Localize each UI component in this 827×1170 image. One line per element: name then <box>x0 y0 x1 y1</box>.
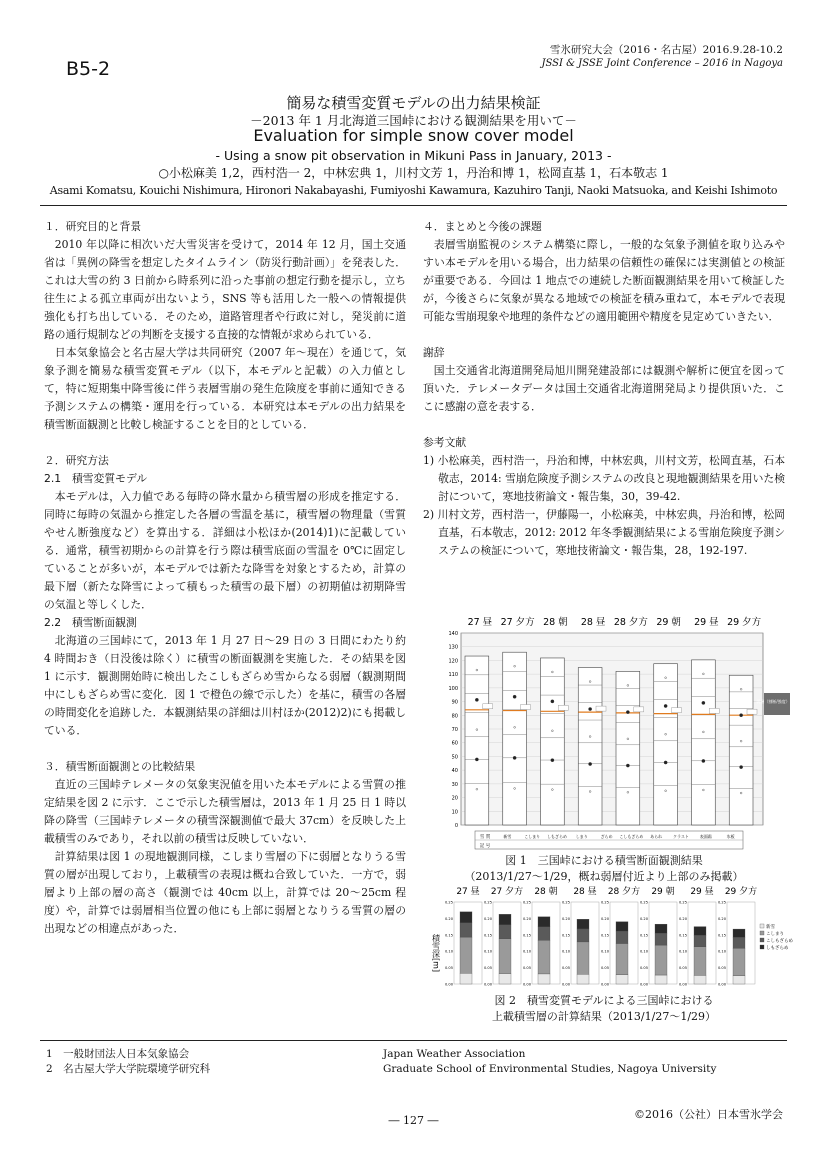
figure-1-grain-symbol <box>626 711 629 714</box>
figure-2-legend-swatch <box>760 945 764 949</box>
paper-subtitle-en: - Using a snow pit observation in Mikuni Pass in January, 2013 - <box>215 148 612 163</box>
header-rule <box>40 205 787 206</box>
figure-2-bar-segment <box>655 945 667 975</box>
figure-2-time-label: 28 夕方 <box>607 887 641 897</box>
figure-1-y-tick: 40 <box>451 768 458 775</box>
figure-2-y-tick: 0.20 <box>561 916 570 921</box>
conference-name-ja: 雪氷研究大会（2016・名古屋）2016.9.28-10.2 <box>549 44 783 56</box>
figure-2-bar-segment <box>694 975 706 984</box>
figure-2-y-tick: 0.00 <box>522 982 531 987</box>
figure-2-y-tick: 0.10 <box>444 949 453 954</box>
figure-2-y-tick: 0.00 <box>717 982 726 987</box>
figure-1-legend-item: こしまり <box>524 834 541 839</box>
figure-2-legend-label: しもざらめ <box>766 946 789 951</box>
figure-2-legend-label: こしもざらめ <box>766 939 793 944</box>
figure-1-time-label: 27 夕方 <box>500 617 535 628</box>
paper-title-ja: 簡易な積雪変質モデルの出力結果検証 <box>286 94 541 112</box>
conference-name-en: JSSI & JSSE Joint Conference – 2016 in Nagoya <box>541 58 783 69</box>
figure-1-y-tick: 70 <box>451 727 458 733</box>
figure-1-grain-symbol <box>664 704 667 707</box>
figure-2-y-tick: 0.15 <box>639 933 648 938</box>
page-number: ― 127 ― <box>388 1114 439 1127</box>
figure-2-y-tick: 0.00 <box>678 982 687 987</box>
figure-2-graphic <box>430 884 793 994</box>
figure-1-pit-column <box>729 675 753 825</box>
paragraph: 国土交通省北海道開発局旭川開発建設部には観測や解析に便宜を図って頂いた．テレメータデータは国土交通省北海道開発局より提供頂いた．ここに感謝の意を表する． <box>423 364 785 413</box>
figure-2-bar-segment <box>538 940 550 974</box>
figure-2-y-tick: 0.00 <box>561 982 570 987</box>
paper-title-en: Evaluation for simple snow cover model <box>253 126 574 145</box>
figure-2-bar-segment <box>499 914 511 924</box>
figure-1-grain-symbol <box>664 761 667 764</box>
figure-1-caption-line1: 図 1 三国峠における積雪断面観測結果 <box>505 854 703 867</box>
figure-2-caption <box>423 993 785 1025</box>
footnotes-ja <box>46 1047 210 1077</box>
figure-1-y-tick: 50 <box>451 754 458 761</box>
figure-1-grain-symbol <box>626 764 629 767</box>
figure-1-time-label: 28 朝 <box>543 617 568 628</box>
subsection-heading: 2.2 積雪断面観測 <box>44 616 137 629</box>
figure-2-legend-label: 新雪 <box>766 925 775 930</box>
figure-1-grain-symbol <box>513 695 516 698</box>
figure-1-pit-column <box>503 652 527 825</box>
figure-2-y-tick: 0.25 <box>600 900 609 905</box>
section-heading: ２．研究方法 <box>44 454 109 467</box>
figure-2-bar-segment <box>460 912 472 923</box>
figure-2-y-tick: 0.05 <box>483 966 492 971</box>
figure-2-y-tick: 0.15 <box>483 933 492 938</box>
figure-2-bar-segment <box>616 922 628 931</box>
figure-1-pit-column <box>578 668 602 825</box>
figure-2-y-tick: 0.25 <box>483 900 492 905</box>
figure-1-y-tick: 80 <box>451 713 458 720</box>
figure-2-legend-label: こしまり <box>766 932 784 937</box>
figure-2-bar-segment <box>499 925 511 939</box>
figure-1-strength-tag <box>672 708 682 713</box>
section-heading: １．研究目的と背景 <box>44 220 142 233</box>
figure-1-legend-item: クラスト <box>673 834 689 839</box>
figure-2-y-tick: 0.25 <box>561 900 570 905</box>
figure-1-grain-symbol <box>475 698 478 701</box>
figure-1-legend-item: しまり <box>575 834 588 839</box>
figure-2-y-tick: 0.15 <box>444 933 453 938</box>
figure-2-bar-segment <box>460 923 472 937</box>
figure-1-time-label: 29 夕方 <box>727 617 762 628</box>
figure-2-y-tick: 0.05 <box>522 966 531 971</box>
figure-1-y-tick: 110 <box>448 672 458 679</box>
figure-1-strength-tag <box>596 706 606 711</box>
figure-1-time-label: 29 昼 <box>694 617 719 628</box>
figure-2-bar-segment <box>733 929 745 937</box>
footnote-affiliation-2: 2 名古屋大学大学院環境学研究科 <box>46 1063 211 1075</box>
figure-2-y-tick: 0.20 <box>678 916 687 921</box>
figure-2-y-tick: 0.15 <box>561 933 570 938</box>
footnote-affiliation-1: 1 一般財団法人日本気象協会 <box>46 1048 190 1060</box>
figure-2-time-label: 29 昼 <box>690 887 714 897</box>
figure-2-y-tick: 0.20 <box>444 916 453 921</box>
figure-2-bar-segment <box>577 929 589 942</box>
figure-2-y-tick: 0.20 <box>639 916 648 921</box>
paragraph: 日本気象協会と名古屋大学は共同研究（2007 年～現在）を通じて，気象予測を簡易な積雪変質モデル（以下，本モデルと記載）の入力値として，特に短期集中降雪後に伴う表層雪崩の発生危険度を事前に通知できる予測システムの構築・運用を行っている．本研究は本モデルの出力結果を積雪断面観測と比較し検証することを目的としている． <box>44 346 406 431</box>
figure-1-y-tick: 20 <box>451 795 458 802</box>
figure-1-legend-item: 氷板 <box>726 834 735 839</box>
figure-1-legend-label: 弱層（割断/強度）[Pa] <box>756 699 798 704</box>
figure-1-grain-symbol <box>551 700 554 703</box>
figure-1-grain-symbol <box>589 707 592 710</box>
figure-1-strength-tag <box>747 709 757 714</box>
figure-2-y-tick: 0.05 <box>561 966 570 971</box>
figure-2-time-label: 28 朝 <box>534 887 558 897</box>
figure-1-y-tick: 60 <box>451 740 458 747</box>
figure-1-grain-symbol <box>589 762 592 765</box>
figure-1-grain-symbol <box>702 759 705 762</box>
figure-2-bar-segment <box>577 974 589 984</box>
figure-2-time-label: 29 朝 <box>651 887 675 897</box>
figure-2-bar-segment <box>538 927 550 940</box>
figure-1-y-tick: 140 <box>448 631 458 637</box>
figure-1-legend-row-label: 雪 質 <box>479 835 491 840</box>
figure-2-y-tick: 0.05 <box>600 966 609 971</box>
figure-2-bar-segment <box>460 973 472 984</box>
figure-1-legend-item: 新雪 <box>503 834 512 839</box>
figure-1-strength-tag <box>709 708 719 713</box>
figure-2-bar-segment <box>655 933 667 945</box>
figure-2-time-label: 27 昼 <box>456 887 480 897</box>
figure-1-pit-column <box>465 656 489 825</box>
right-column <box>423 218 785 560</box>
figure-1-y-tick: 90 <box>451 699 458 706</box>
figure-2-y-tick: 0.15 <box>522 933 531 938</box>
figure-2-y-tick: 0.10 <box>639 949 648 954</box>
figure-1-pit-column <box>616 671 640 825</box>
footnote-affiliation-1-en: Japan Weather Association <box>383 1048 526 1060</box>
figure-1-legend-row-label: 記 号 <box>479 844 491 849</box>
figure-2-bar-segment <box>499 974 511 984</box>
figure-1-y-tick: 120 <box>448 658 458 665</box>
figure-2-bar-segment <box>733 976 745 984</box>
subsection-heading: 2.1 積雪変質モデル <box>44 472 148 485</box>
footnote-rule <box>40 1040 787 1041</box>
figure-1-time-label: 28 夕方 <box>613 617 648 628</box>
figure-2-y-tick: 0.15 <box>600 933 609 938</box>
figure-2-y-tick: 0.10 <box>678 949 687 954</box>
figure-2-bar-segment <box>733 948 745 975</box>
figure-1-y-tick: 30 <box>451 781 458 788</box>
figure-1-grain-symbol <box>740 765 743 768</box>
figure-2-y-tick: 0.00 <box>639 982 648 987</box>
figure-1-grain-symbol <box>551 759 554 762</box>
figure-2-y-tick: 0.15 <box>717 933 726 938</box>
figure-1-caption <box>423 853 785 885</box>
figure-2-bar-segment <box>694 947 706 976</box>
figure-1-legend-item: しもざらめ <box>547 834 567 839</box>
left-column <box>44 218 406 938</box>
figure-2-caption-line2: 上載積雪層の計算結果（2013/1/27～1/29） <box>491 1010 717 1023</box>
figure-2-y-tick: 0.10 <box>522 949 531 954</box>
figure-2-bar-segment <box>577 942 589 974</box>
figure-2-bar-segment <box>616 975 628 984</box>
paragraph: 本モデルは，入力値である毎時の降水量から積雪層の形成を推定する．同時に毎時の気温から推定した各層の雪温を基に，積雪層の物理量（雪質やせん断強度など）を算出する．詳細は小松ほか(2014)1)に記載している．通常，積雪初期からの計算を行う際は積雪底面の雪温を 0℃に固定していることが多いが，本モデルでは新たな降雪を対象とするため，計算の最下層（新たな降雪によって積もった積雪の最下層）の初期値は初期降雪の気温と等しくした． <box>44 490 406 611</box>
copyright: ©2016（公社）日本雪氷学会 <box>634 1108 783 1121</box>
figure-2-y-tick: 0.10 <box>600 949 609 954</box>
figure-1-pit-column <box>692 660 716 825</box>
figure-2-legend-swatch <box>760 924 764 928</box>
figure-2-bar-segment <box>616 943 628 974</box>
figure-2-y-tick: 0.00 <box>600 982 609 987</box>
figure-2-y-tick: 0.05 <box>444 966 453 971</box>
figure-2-time-label: 29 夕方 <box>724 887 758 897</box>
reference-item: 1) 小松麻美，西村浩一，丹治和博，中林宏典，川村文芳，松岡直基，石本敬志，2014: 雪崩危険度予測システムの改良と現地観測結果を用いた検討について，寒地技術論文・報告集，30，39-42. <box>423 454 785 503</box>
figure-1-caption-line2: （2013/1/27～1/29，概ね弱層付近より上部のみ掲載） <box>464 870 744 883</box>
figure-1-legend-box <box>764 693 790 715</box>
references-heading: 参考文献 <box>423 436 467 449</box>
figure-1-strength-tag <box>558 705 568 710</box>
figure-1-y-tick: 10 <box>451 809 458 816</box>
figure-2-y-tick: 0.05 <box>678 966 687 971</box>
figure-2-legend-swatch <box>760 931 764 935</box>
figure-2-y-tick: 0.05 <box>717 966 726 971</box>
figure-2-bar-segment <box>616 931 628 943</box>
figure-2-y-tick: 0.20 <box>522 916 531 921</box>
section-heading: ３．積雪断面観測との比較結果 <box>44 760 196 773</box>
figure-1-strength-tag <box>634 707 644 712</box>
reference-item: 2) 川村文芳，西村浩一，伊藤陽一，小松麻美，中林宏典，丹治和博，松岡直基，石本敬志，2012: 2012 年冬季観測結果による雪崩危険度予測システムの検証について，寒地技術論文・報告集，28，192-197. <box>423 508 785 557</box>
figure-1-pit-column <box>541 658 565 825</box>
session-code: B5-2 <box>66 58 111 80</box>
figure-2-y-tick: 0.25 <box>444 900 453 905</box>
figure-1-legend-item: あられ <box>650 834 663 839</box>
figure-2-bar-segment <box>733 937 745 948</box>
figure-2-legend-swatch <box>760 938 764 942</box>
figure-1 <box>433 615 798 855</box>
figure-1-y-tick: 100 <box>448 685 458 692</box>
authors-en: Asami Komatsu, Kouichi Nishimura, Hironori Nakabayashi, Fumiyoshi Kawamura, Kazuhiro Tanji, Naoki Matsuoka, and Keishi Ishimoto <box>49 184 778 197</box>
figure-1-legend-item: ざらめ <box>600 834 613 839</box>
figure-2-bar-segment <box>655 975 667 984</box>
figure-2-y-label: 積雪深[m] <box>431 934 441 973</box>
figure-1-strength-tag <box>483 704 493 709</box>
figure-2-bar-segment <box>694 935 706 946</box>
figure-1-time-label: 28 昼 <box>580 617 606 628</box>
figure-2-y-tick: 0.25 <box>717 900 726 905</box>
figure-1-legend-item: 表面霜 <box>699 834 712 839</box>
figure-2-y-tick: 0.25 <box>522 900 531 905</box>
figure-2-y-tick: 0.20 <box>717 916 726 921</box>
figure-2-y-tick: 0.00 <box>444 982 453 987</box>
figure-1-strength-tag <box>521 705 531 710</box>
figure-2-y-tick: 0.25 <box>639 900 648 905</box>
figure-1-pit-column <box>654 664 678 825</box>
figure-1-grain-symbol <box>513 756 516 759</box>
figure-2-caption-line1: 図 2 積雪変質モデルによる三国峠における <box>494 994 714 1007</box>
paper-subtitle-ja: －2013 年 1 月北海道三国峠における観測結果を用いて－ <box>250 113 577 128</box>
figure-1-grain-symbol <box>702 701 705 704</box>
figure-2-bar-segment <box>538 917 550 927</box>
figure-2-bar-segment <box>499 939 511 974</box>
figure-2-y-tick: 0.10 <box>717 949 726 954</box>
figure-2-y-tick: 0.25 <box>678 900 687 905</box>
figure-1-graphic <box>433 615 798 855</box>
section-heading: ４．まとめと今後の課題 <box>423 220 542 233</box>
footnote-affiliation-2-en: Graduate School of Environmental Studies, Nagoya University <box>383 1063 717 1075</box>
paragraph: 計算結果は図 1 の現地観測同様，こしまり雪層の下に弱層となりうる雪質の層が出現しており，上載積雪の表現は概ね合致していた．一方で，弱層より上部の層の高さ（観測では 40cm 以上，計算では 20～25cm 程度）や，計算では弱層相当位置の他にも上部に弱層となりうる雪質の層の出現などの相違点があった． <box>44 850 406 935</box>
figure-1-grain-symbol <box>740 714 743 717</box>
figure-2-y-tick: 0.05 <box>639 966 648 971</box>
figure-2-time-label: 28 昼 <box>573 887 597 897</box>
figure-1-grain-symbol <box>475 758 478 761</box>
figure-1-y-tick: 0 <box>454 823 458 829</box>
footnotes-en <box>383 1047 716 1077</box>
figure-2-bar-segment <box>694 927 706 936</box>
figure-2-y-tick: 0.15 <box>678 933 687 938</box>
figure-1-legend-item: こしもざらめ <box>619 834 644 839</box>
figure-2-y-tick: 0.10 <box>483 949 492 954</box>
figure-2-bar-segment <box>577 919 589 929</box>
figure-2-y-tick: 0.10 <box>561 949 570 954</box>
figure-1-y-tick: 130 <box>448 644 458 651</box>
figure-2-time-label: 27 夕方 <box>490 887 524 897</box>
figure-1-time-label: 29 朝 <box>656 617 681 628</box>
paragraph: 2010 年以降に相次いだ大雪災害を受けて，2014 年 12 月，国土交通省は「異例の降雪を想定したタイムライン（防災行動計画）」を発表した．これは大雪の約 3 日前から時系列に沿った事前の想定行動を提示し，立ち往生による孤立車両が出ないよう，SNS 等も活用した一般への情報提供強化も打ち出している．そのため，道路管理者や行政に対し，発災前に道路の通行規制などの判断を支援する直接的な情報が求められている． <box>44 238 406 341</box>
authors-ja: ○小松麻美 1,2，西村浩一 2，中林宏典 1，川村文芳 1，丹治和博 1，松岡直基 1，石本敬志 1 <box>158 166 669 180</box>
figure-2-y-tick: 0.20 <box>483 916 492 921</box>
paragraph: 表層雪崩監視のシステム構築に際し，一般的な気象予測値を取り込みやすい本モデルを用いる場合，出力結果の信頼性の確保には実測値との検証が重要である．今回は 1 地点での連続した断面観測結果を用いて検証したが，今後さらに気象が異なる地域での検証を積み重ねて，本モデルで表現可能な雪崩現象や地理的条件などの適用範囲や精度を見定めていきたい． <box>423 238 785 323</box>
figure-2-y-tick: 0.00 <box>483 982 492 987</box>
figure-2-bar-segment <box>460 937 472 973</box>
acknowledgement-heading: 謝辞 <box>423 346 445 359</box>
paragraph: 北海道の三国峠にて，2013 年 1 月 27 日～29 日の 3 日間にわたり約 4 時間おき（日没後は除く）に積雪の断面観測を実施した．その結果を図 1 に示す．観測開始時に検出したこしもざらめ雪からなる弱層（観測期間中にしもざらめ雪に変化．図 1 で橙色の線で示した）を基に，積雪の各層の時間変化を追跡した．本観測結果の詳細は川村ほか(2012)2)にも掲載している． <box>44 634 406 737</box>
figure-2-y-tick: 0.20 <box>600 916 609 921</box>
figure-1-time-label: 27 昼 <box>467 617 493 628</box>
paragraph: 直近の三国峠テレメータの気象実況値を用いた本モデルによる雪質の推定結果を図 2 に示す．ここで示した積雪層は，2013 年 1 月 25 日 1 時以降の降雪（三国峠テレメータの積雪深観測値で最大 37cm）を反映した上載積雪のみであり，それ以前の積雪は反映していない． <box>44 778 406 845</box>
figure-2-bar-segment <box>655 924 667 933</box>
figure-2-bar-segment <box>538 974 550 984</box>
